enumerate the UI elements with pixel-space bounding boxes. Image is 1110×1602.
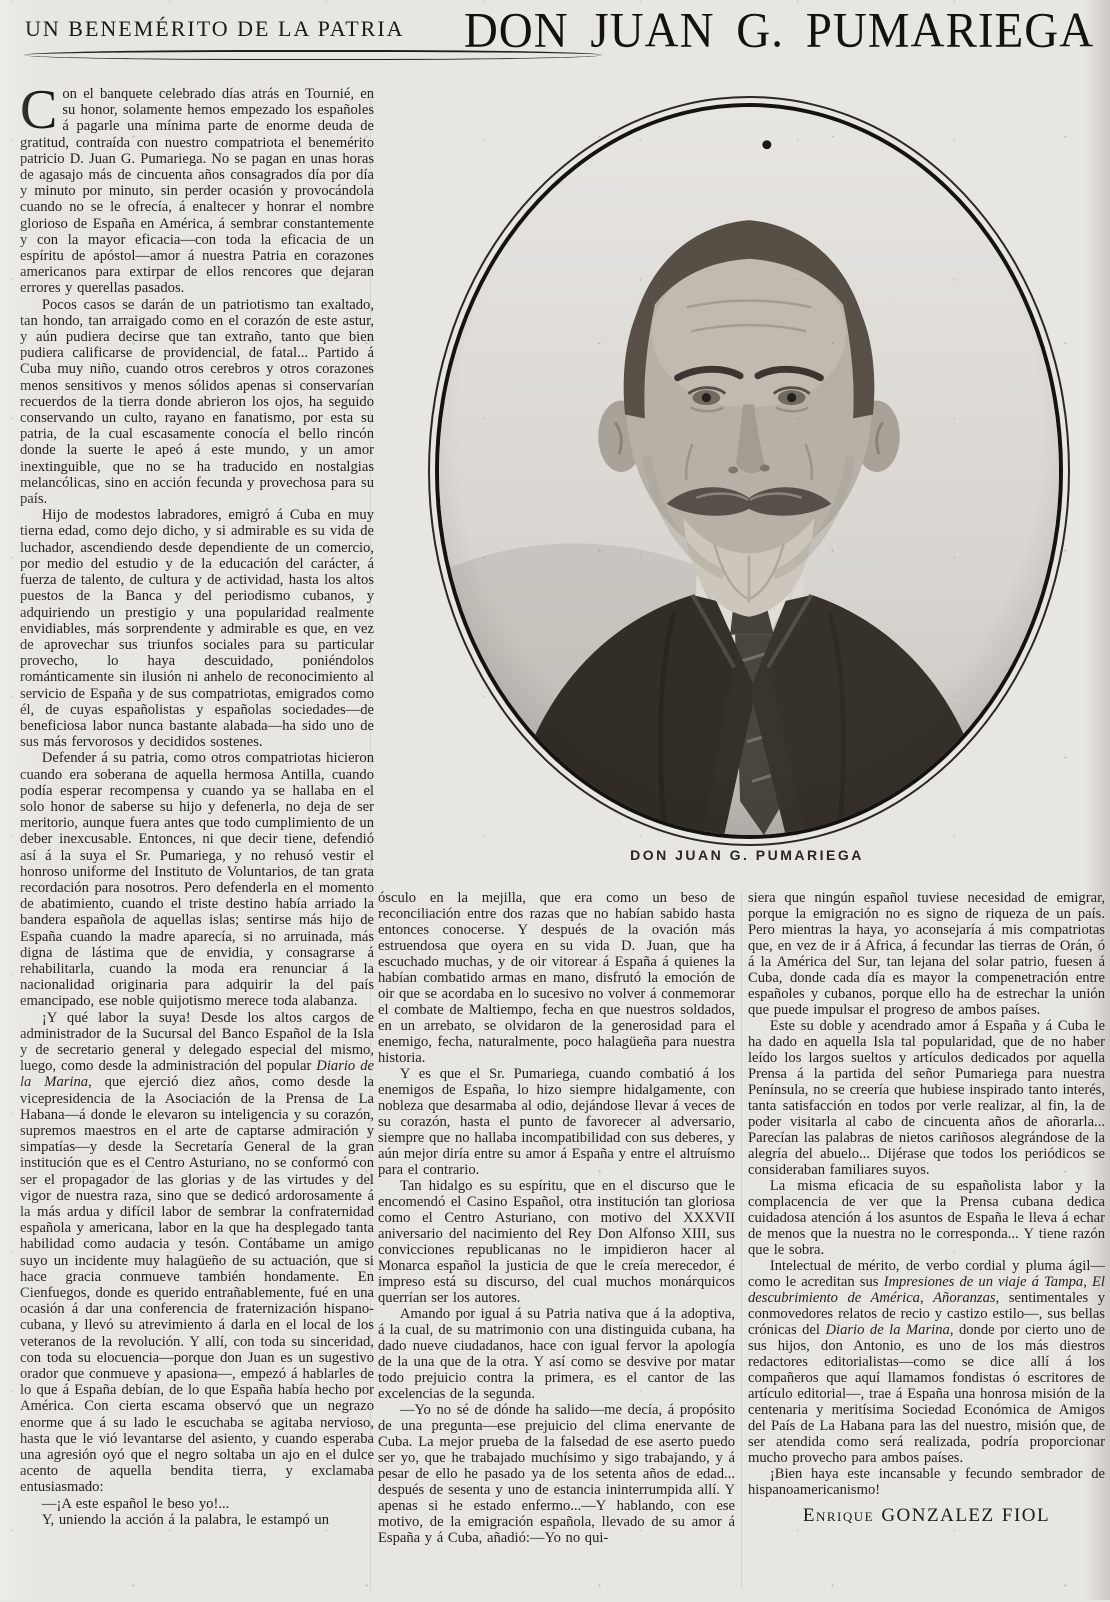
article-paragraph: —¡A este español le beso yo!... [41, 1495, 230, 1512]
article-paragraph: siera que ningún español tuviese necesidad de emigrar, porque la emigración no es signo de riqueza de un país. Pero mientras la haya, yo aconsejaría á mis compatriotas que, en vez de ir á Africa, á fecundar las tierras de Orán, ó á la América del Sur, tan lejana del solar patrio, fuesen á Cuba, donde cada día es mayor la compenetración entre españoles y cubanos, porque ello ha de estrechar la unión que puede impulsar el progreso de ambos países. [748, 890, 1105, 1018]
article-paragraph: —Yo no sé de dónde ha salido—me decía, á propósito de una pregunta—ese prejuicio del clima enervante de Cuba. La mejor prueba de la falsedad de ese aserto puedo ser yo, que he trabajado muchísimo y sigo trabajando, y á pesar de ello he pasado ya de los setenta años de edad... después de sesenta y uno de estancia ininterrumpida allí. Y apenas si he estado enfermo...—Y hablando, con ese motivo, de la emigración española, llevado de su amor á España y á Cuba, añadió:—Yo no qui- [378, 1402, 735, 1546]
article-column-right [748, 890, 1105, 1602]
article-paragraph: ósculo en la mejilla, que era como un beso de reconciliación entre dos razas que no habían sabido hasta entonces conocerse. Y después de la ovación más estruendosa que oyera en su vida D. Juan, que ha escuchado muchas, y de oir vitorear á España á quienes la habían combatido armas en mano, disfrutó la emoción de oir que se acordaba en lo sucesivo no volver á conmemorar el combate de Maltiempo, fecha en que nuestros soldados, en un arrebato, se olvidaron de la generosidad para el enemigo, fecha, naturalmente, poco halagüeña para nuestra historia. [378, 890, 735, 1066]
article-paragraph: Tan hidalgo es su espíritu, que en el discurso que le encomendó el Casino Español, otra institución tan gloriosa como el Centro Asturiano, con motivo del XXXVII aniversario del nacimiento del Rey Don Alfonso XIII, sus convicciones republicanas no le impidieron hacer al Monarca español la justicia de que le creía merecedor, é impreso está su discurso, del cual muchos monárquicos querrían ser los autores. [378, 1178, 735, 1306]
article-paragraph: ¡Bien haya este incansable y fecundo sembrador de hispanoamericanismo! [748, 1466, 1105, 1498]
photo-caption: DON JUAN G. PUMARIEGA [630, 847, 864, 863]
article-paragraph: Amando por igual á su Patria nativa que á la adoptiva, á la cual, de su matrimonio con una distinguida cubana, ha dado nueve ciudadanos, hace con igual fervor la apología de la una que de la otra. Y así como se desvive por matar todo prejuicio contra la primera, es el cantor de las excelencias de la segunda. [378, 1306, 735, 1402]
page-title: DON JUAN G. PUMARIEGA [463, 3, 1095, 59]
article-column-middle [378, 890, 735, 1602]
column-divider [370, 90, 371, 1590]
column-divider [741, 892, 742, 1588]
article-paragraph: Y es que el Sr. Pumariega, cuando combatió á los enemigos de España, lo hizo siempre hidalgamente, con nobleza que desarmaba al odio, dejándose llevar á veces de su corazón, hasta el punto de favorecer al adversario, siempre que no hallaba incompatibilidad con sus deberes, y aún mejor diría entre su amor á España y entre el altruísmo para el contrario. [378, 1066, 735, 1178]
article-paragraph: Y, uniendo la acción á la palabra, le estampó un [41, 1511, 330, 1528]
article-paragraph: Defender á su patria, como otros compatriotas hicieron cuando era soberana de aquella hermosa Antilla, cuando podía esperar recompensa y cuando ya se hallaba en el solo honor de saberse su hijo y defenerla, no deja de ser meritorio, aunque fuera antes que todo cumplimiento de un deber inexcusable. Entonces, ni que decir tiene, defendió así á la suya el Sr. Pumariega, y no rehusó vestir el honroso uniforme del Instituto de Voluntarios, de tan grata recordación para nosotros. Pero defenderla en el momento de abatimiento, cuando el triste destino había arriado la bandera española de aquellas islas; sentirse más hijo de España cuando la madre aparecía, si no arruinada, más digna de lástima que de envidia, y consagrarse á rehabilitarla, cuando la moda era renunciar á la nacionalidad originaria para adquirir la del país emancipado, ese noble quijotismo merece toda alabanza. [20, 750, 374, 1010]
drop-cap: C [20, 86, 58, 141]
article-paragraph: Hijo de modestos labradores, emigró á Cuba en muy tierna edad, como dejo dicho, y si admirable es su vida de luchador, ascendiendo desde dependiente de un comercio, por medio del estudio y de la educación del carácter, á fuerza de talento, de cultura y de actividad, hasta los altos puestos de la Banca y del periodismo cubanos, y adquiriendo un prestigio y una popularidad realmente envidiables, más sorprendente y admirable es que, en vez de aprovechar sus triunfos sociales para su particular provecho, lo haya descuidado, poniéndolos románticamente sin ilusión ni anhelo de reconocimiento al servicio de España y de sus compatriotas, emigrados como él, de cuyas españolistas y españolas sociedades—de beneficiosa labor nunca bastante alabada—ha sido uno de sus más fervorosos y decididos sostenes. [20, 507, 374, 751]
article-paragraph: La misma eficacia de su españolista labor y la complacencia de ver que la Prensa cubana dedica cuidadosa atención á los asuntos de España le lleva á echar de menos que la nuestra no le corresponda... Y tiene razón que le sobra. [748, 1178, 1105, 1258]
portrait-photo-frame [428, 96, 1070, 846]
article-paragraph: Este su doble y acendrado amor á España y á Cuba le ha dado en aquella Isla tal popularidad, que de no haber leído los largos sueltos y artículos dedicados por aquella Prensa á la partida del señor Pumariega para nuestra Península, no se creería que hubiese inspirado tanto interés, tanta satisfacción en todos por verle realizar, al fin, la de poder visitarla al cabo de cincuenta años de añorarla... Parecían las palabras de nietos cariñosos alegrándose de la alegría del abuelo... Dijérase que todos los periódicos se consideraban familiares suyos. [748, 1018, 1105, 1178]
portrait-illustration [439, 107, 1059, 835]
author-byline: Enrique GONZALEZ FIOL [802, 1505, 1051, 1526]
article-paragraph: Pocos casos se darán de un patriotismo tan exaltado, tan hondo, tan arraigado como en el corazón de este astur, y aún pudiera decirse que tan extraño, tanto que bien pudiera calificarse de providencial, de fatal... Partido á Cuba muy niño, cuando otros cerebros y otros corazones menos sensitivos y menos sólidos apenas si conservarían recuerdos de la tierra donde abrieron los ojos, ha seguido conservando un culto, rayano en fanatismo, por esta su patria, de la cual escasamente conocía el bello rincón donde la suerte le apeó á este mundo, y un amor inextinguible, que no se ha traducido en nostalgias melancólicas, sino en acción fecunda y provechosa para su país. [20, 296, 374, 508]
article-paragraph: Intelectual de mérito, de verbo cordial y pluma ágil—como le acreditan sus Impresiones de un viaje á Tampa, El descubrimiento de América, Añoranzas, sentimentales y conmovedores relatos de recio y castizo estilo—, sus bellas crónicas del Diario de la Marina, donde por cierto uno de sus hijos, don Antonio, es uno de los más diestros redactores editorialistas—como se dice allí á los compañeros que aquí llamamos fondistas ó escritores de artículo editorial—, trae á España una honrosa misión de la centenaria y meritísima Sociedad Económica de Amigos del País de La Habana para las del nuestro, misión que, de ser atendida como será realizada, podría proporcionar mucho provecho para ambos países. [748, 1258, 1105, 1466]
article-paragraph: ¡Y qué labor la suya! Desde los altos cargos de administrador de la Sucursal del Banco Español de la Isla y de secretario general y delegado especial del mismo, luego, como desde la administración del popular Diario de la Marina, que ejerció diez años, como desde la vicepresidencia de la Asociación de la Prensa de La Habana—á donde le elevaron su inteligencia y su corazón, supremos maestros en el arte de captarse admiración y simpatías—y desde la Secretaría General de la gran institución que es el Centro Asturiano, no se conformó con ser el propagador de las glorias y de las virtudes y del vigor de nuestra raza, sino que se dedicó ardorosamente á la más ardua y difícil labor de sembrar la confraternidad española y americana, labor en la que ha desplegado tanta habilidad como audacia y tesón. Contábame un amigo suyo un incidente muy halagüeño de su actuación, que si hace gracia conmueve también hondamente. En Cienfuegos, donde es querido entrañablemente, fué en una ocasión á dar una conferencia de fraternización hispano-cubana, y llevó su atrevimiento á darla en el local de los veteranos de la revolución. Y allí, con toda su sinceridad, con toda su elocuencia—porque don Juan es un sugestivo orador que conmueve y apasiona—, empezó á hablarles de lo que á España debían, de lo que España había hecho por América. Con cierta escama observó que un negrazo enorme que á su lado le escuchaba se agitaba nervioso, hasta que le vió levantarse del asiento, y cuando esperaba una agresión oyó que el negro soltaba un ajo en el dulce acento de aquella bendita tierra, y exclamaba entusiasmado: [20, 1009, 374, 1496]
portrait-photo [435, 103, 1063, 839]
article-column-left [20, 86, 374, 1600]
section-kicker: UN BENEMÉRITO DE LA PATRIA [25, 16, 405, 41]
article-paragraph: Con el banquete celebrado días atrás en Tournié, en su honor, solamente hemos empezado los españoles á pagarle una mínima parte de enorme deuda de gratitud, contraída con nuestro compatriota el benemérito patricio D. Juan G. Pumariega. No se pagan en unas horas de agasajo más de cincuenta años consagrados día por día y minuto por minuto, sin perder ocasión y provocándola cuando no se le ofrecía, á enaltecer y honrar el nombre glorioso de España en América, á sembrar constantemente y con la mayor eficacia—con toda la eficacia de un espíritu de apóstol—amor á nuestra Patria en corazones americanos para extirpar de ellos rencores que dejaran errores y querellas pasados. [20, 86, 374, 297]
